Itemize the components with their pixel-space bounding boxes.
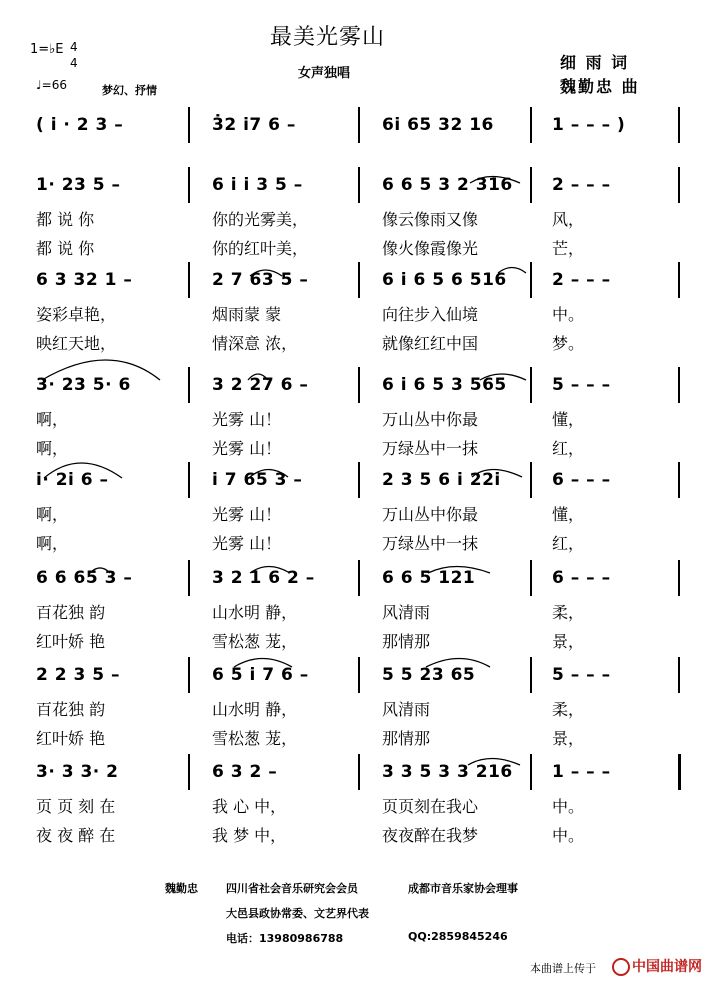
bar-line <box>678 107 680 143</box>
bar-line <box>358 657 360 693</box>
measure-notes: 6 6 65 3 – <box>36 568 133 588</box>
lyric-line-2: 夜 夜 醉 在 <box>36 826 116 845</box>
lyric-line-1: 百花独 韵 <box>36 603 106 622</box>
lyric-line-1: 山水明 静， <box>212 700 298 719</box>
lyric-line-1: 风清雨 <box>382 700 431 719</box>
lyric-line-1: 柔， <box>552 700 585 719</box>
footer-qq: QQ:2859845246 <box>408 930 508 943</box>
bar-line <box>678 262 680 298</box>
composer: 魏勤忠 曲 <box>560 77 640 96</box>
lyric-line-2: 中。 <box>552 826 585 845</box>
lyric-line-2: 光雾 山！ <box>212 534 282 553</box>
lyric-line-2: 雪松葱 茏， <box>212 729 298 748</box>
bar-line <box>358 167 360 203</box>
measure-notes: i 7 65 3 – <box>212 470 303 490</box>
lyric-line-2: 就像红红中国 <box>382 334 479 353</box>
lyric-line-1: 你的光雾美， <box>212 210 309 229</box>
measure-notes: 3 2 1 6 2 – <box>212 568 315 588</box>
measure-notes: 1 – – – <box>552 762 611 782</box>
lyric-line-1: 风清雨 <box>382 603 431 622</box>
lyric-line-2: 我 梦 中， <box>212 826 287 845</box>
bar-line <box>678 367 680 403</box>
lyric-line-2: 啊， <box>36 534 69 553</box>
lyric-line-1: 向往步入仙境 <box>382 305 479 324</box>
lyric-line-1: 啊， <box>36 410 69 429</box>
bar-line <box>530 367 532 403</box>
lyric-line-1: 姿彩卓艳， <box>36 305 117 324</box>
tempo-mark: ♩=66 <box>36 78 67 92</box>
lyric-line-1: 中。 <box>552 305 585 324</box>
bar-line <box>188 107 190 143</box>
footer-line1b: 四川省社会音乐研究会会员 <box>226 882 358 895</box>
upload-note: 本曲谱上传于 <box>530 962 596 975</box>
bar-line <box>530 167 532 203</box>
lyric-line-2: 万绿丛中一抹 <box>382 439 479 458</box>
lyric-line-1: 中。 <box>552 797 585 816</box>
bar-line <box>678 560 680 596</box>
bar-line <box>188 367 190 403</box>
measure-notes: 6 3 32 1 – <box>36 270 133 290</box>
lyric-line-2: 景， <box>552 632 585 651</box>
lyric-line-2: 你的红叶美， <box>212 239 309 258</box>
measure-notes: 6 i i 3 5 – <box>212 175 303 195</box>
measure-notes: 2 – – – <box>552 270 611 290</box>
lyric-line-1: 我 心 中， <box>212 797 287 816</box>
bar-line <box>530 754 532 790</box>
lyric-line-1: 万山丛中你最 <box>382 505 479 524</box>
lyric-line-2: 都 说 你 <box>36 239 95 258</box>
lyric-line-2: 万绿丛中一抹 <box>382 534 479 553</box>
bar-line <box>530 107 532 143</box>
measure-notes: 5 – – – <box>552 375 611 395</box>
bar-line <box>678 754 681 790</box>
measure-notes: 1 – – – ) <box>552 115 626 135</box>
lyric-line-1: 像云像雨又像 <box>382 210 479 229</box>
lyric-line-2: 情深意 浓， <box>212 334 298 353</box>
measure-notes: 3 3 5 3 3 216 <box>382 762 513 782</box>
lyric-line-1: 风， <box>552 210 585 229</box>
measure-notes: 3̇2 i7 6 – <box>212 115 296 135</box>
lyric-line-1: 页页刻在我心 <box>382 797 479 816</box>
lyric-line-1: 柔， <box>552 603 585 622</box>
bar-line <box>358 754 360 790</box>
lyricist: 细 雨 词 <box>560 53 630 72</box>
bar-line <box>188 462 190 498</box>
measure-notes: 6i 65 32 16 <box>382 115 494 135</box>
measure-notes: 2 7 63 5 – <box>212 270 309 290</box>
bar-line <box>358 107 360 143</box>
measure-notes: 6 3 2 – <box>212 762 278 782</box>
footer-line1c: 成都市音乐家协会理事 <box>408 882 518 895</box>
lyric-line-2: 梦。 <box>552 334 585 353</box>
bar-line <box>678 167 680 203</box>
bar-line <box>188 560 190 596</box>
bar-line <box>358 462 360 498</box>
title: 最美光雾山 <box>270 25 386 50</box>
lyric-line-2: 红叶娇 艳 <box>36 729 106 748</box>
measure-notes: 1· 23 5 – <box>36 175 121 195</box>
time-signature-bottom: 4 <box>70 56 78 70</box>
lyric-line-2: 像火像霞像光 <box>382 239 479 258</box>
bar-line <box>358 560 360 596</box>
bar-line <box>188 754 190 790</box>
bar-line <box>678 657 680 693</box>
lyric-line-2: 雪松葱 茏， <box>212 632 298 651</box>
measure-notes: 3· 23 5· 6 <box>36 375 131 395</box>
measure-notes: 3· 3 3· 2 <box>36 762 119 782</box>
lyric-line-2: 那情那 <box>382 632 431 651</box>
lyric-line-2: 光雾 山！ <box>212 439 282 458</box>
lyric-line-1: 万山丛中你最 <box>382 410 479 429</box>
bar-line <box>530 560 532 596</box>
measure-notes: i· 2i 6 – <box>36 470 109 490</box>
bar-line <box>530 262 532 298</box>
measure-notes: 5 – – – <box>552 665 611 685</box>
site-logo[interactable]: 中国曲谱网 <box>612 956 702 976</box>
measure-notes: 2 2 3 5 – <box>36 665 120 685</box>
lyric-line-2: 那情那 <box>382 729 431 748</box>
lyric-line-1: 懂， <box>552 410 585 429</box>
lyric-line-1: 啊， <box>36 505 69 524</box>
bar-line <box>188 657 190 693</box>
footer-line2: 大邑县政协常委、文艺界代表 <box>226 907 369 920</box>
lyric-line-2: 映红天地， <box>36 334 117 353</box>
time-signature-top: 4 <box>70 40 78 54</box>
measure-notes: 3 2 27 6 – <box>212 375 309 395</box>
bar-line <box>188 167 190 203</box>
measure-notes: 6 6 5 3 2 316 <box>382 175 513 195</box>
lyric-line-1: 都 说 你 <box>36 210 95 229</box>
measure-notes: 2 3 5 6 i 22i <box>382 470 501 490</box>
lyric-line-2: 红， <box>552 534 585 553</box>
measure-notes: 6 i 6 5 6 516 <box>382 270 507 290</box>
lyric-line-2: 红叶娇 艳 <box>36 632 106 651</box>
measure-notes: ( i · 2 3 – <box>36 115 124 135</box>
measure-notes: 6 5 i 7 6 – <box>212 665 309 685</box>
bar-line <box>358 262 360 298</box>
lyric-line-1: 烟雨蒙 蒙 <box>212 305 282 324</box>
mood-mark: 梦幻、抒情 <box>102 84 157 97</box>
lyric-line-1: 山水明 静， <box>212 603 298 622</box>
lyric-line-2: 芒， <box>552 239 585 258</box>
lyric-line-2: 夜夜醉在我梦 <box>382 826 479 845</box>
measure-notes: 6 – – – <box>552 470 611 490</box>
measure-notes: 6 i 6 5 3 565 <box>382 375 507 395</box>
lyric-line-1: 懂， <box>552 505 585 524</box>
bar-line <box>188 262 190 298</box>
logo-mark-icon <box>612 958 630 976</box>
bar-line <box>358 367 360 403</box>
footer-phone: 电话：13980986788 <box>226 932 344 945</box>
measure-notes: 6 6 5 121 <box>382 568 476 588</box>
lyric-line-1: 页 页 刻 在 <box>36 797 116 816</box>
measure-notes: 6 – – – <box>552 568 611 588</box>
bar-line <box>678 462 680 498</box>
subtitle: 女声独唱 <box>298 66 351 81</box>
lyric-line-1: 百花独 韵 <box>36 700 106 719</box>
lyric-line-2: 红， <box>552 439 585 458</box>
bar-line <box>530 657 532 693</box>
lyric-line-2: 啊， <box>36 439 69 458</box>
measure-notes: 5 5 23 65 <box>382 665 476 685</box>
lyric-line-1: 光雾 山！ <box>212 505 282 524</box>
key-signature: 1=♭E <box>30 42 64 57</box>
bar-line <box>530 462 532 498</box>
lyric-line-2: 景， <box>552 729 585 748</box>
footer-line1a: 魏勤忠 <box>165 882 198 895</box>
lyric-line-1: 光雾 山！ <box>212 410 282 429</box>
measure-notes: 2 – – – <box>552 175 611 195</box>
